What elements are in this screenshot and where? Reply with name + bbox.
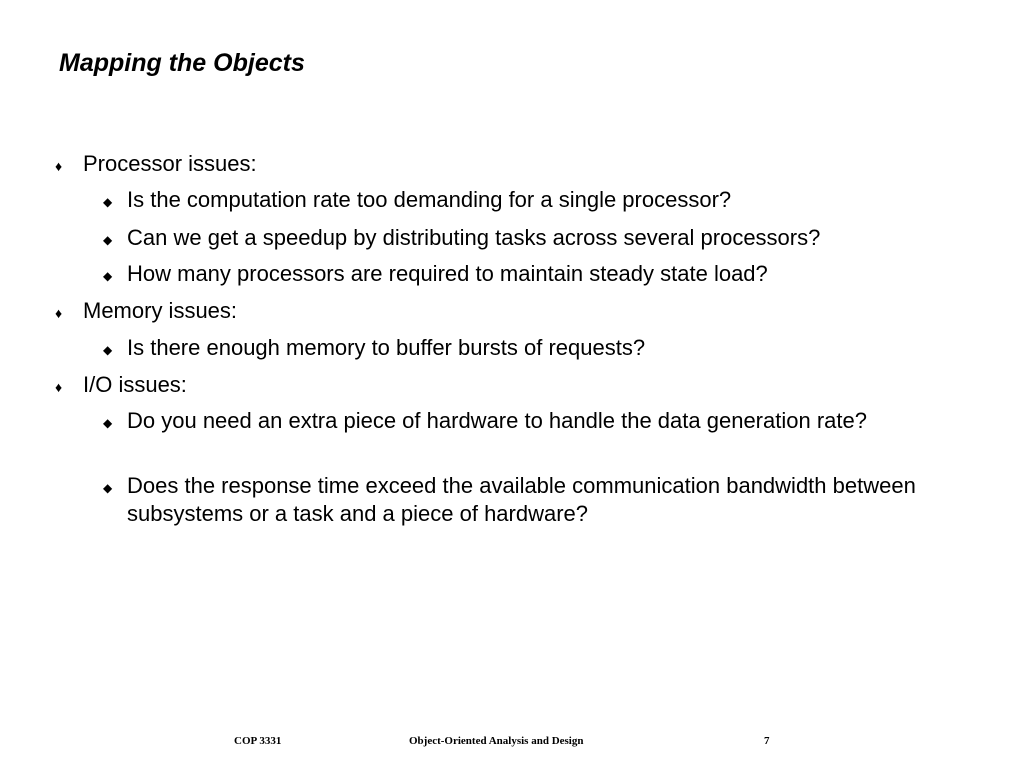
footer-course: COP 3331 — [234, 735, 282, 747]
diamond-bullet-icon: ♦ — [55, 158, 63, 174]
bullet-text: I/O issues: — [83, 372, 187, 397]
diamond-bullet-icon: ♦ — [55, 379, 63, 395]
sub-bullet-item — [103, 186, 987, 214]
bullet-text: Memory issues: — [83, 298, 238, 323]
bullet-text: Processor issues: — [83, 151, 257, 176]
sub-bullet-text: Does the response time exceed the available communication bandwidth between subsystems or a task and a piece of hardware? — [127, 473, 916, 526]
diamond-bullet-icon: ◆ — [103, 343, 113, 357]
slide-title: Mapping the Objects — [59, 49, 305, 77]
sub-bullet-item — [103, 407, 937, 435]
bullet-item-processor — [55, 150, 943, 178]
footer-subject: Object-Oriented Analysis and Design — [409, 735, 584, 747]
sub-bullet-text: Is there enough memory to buffer bursts of requests? — [127, 335, 646, 360]
diamond-bullet-icon: ◆ — [103, 233, 113, 247]
sub-bullet-item — [103, 334, 987, 362]
sub-bullet-text: Is the computation rate too demanding for a single processor? — [127, 187, 732, 212]
diamond-bullet-icon: ♦ — [55, 305, 63, 321]
diamond-bullet-icon: ◆ — [103, 416, 113, 430]
footer-page-number: 7 — [764, 735, 770, 747]
sub-bullet-text: Do you need an extra piece of hardware to handle the data generation rate? — [127, 408, 867, 433]
sub-bullet-text: How many processors are required to maintain steady state load? — [127, 261, 768, 286]
sub-bullet-item — [103, 260, 987, 288]
sub-bullet-item — [103, 224, 987, 252]
sub-bullet-text: Can we get a speedup by distributing tasks across several processors? — [127, 225, 821, 250]
bullet-item-io — [55, 371, 943, 399]
diamond-bullet-icon: ◆ — [103, 481, 113, 495]
bullet-item-memory — [55, 297, 943, 325]
sub-bullet-item — [103, 472, 957, 528]
diamond-bullet-icon: ◆ — [103, 269, 113, 283]
diamond-bullet-icon: ◆ — [103, 195, 113, 209]
